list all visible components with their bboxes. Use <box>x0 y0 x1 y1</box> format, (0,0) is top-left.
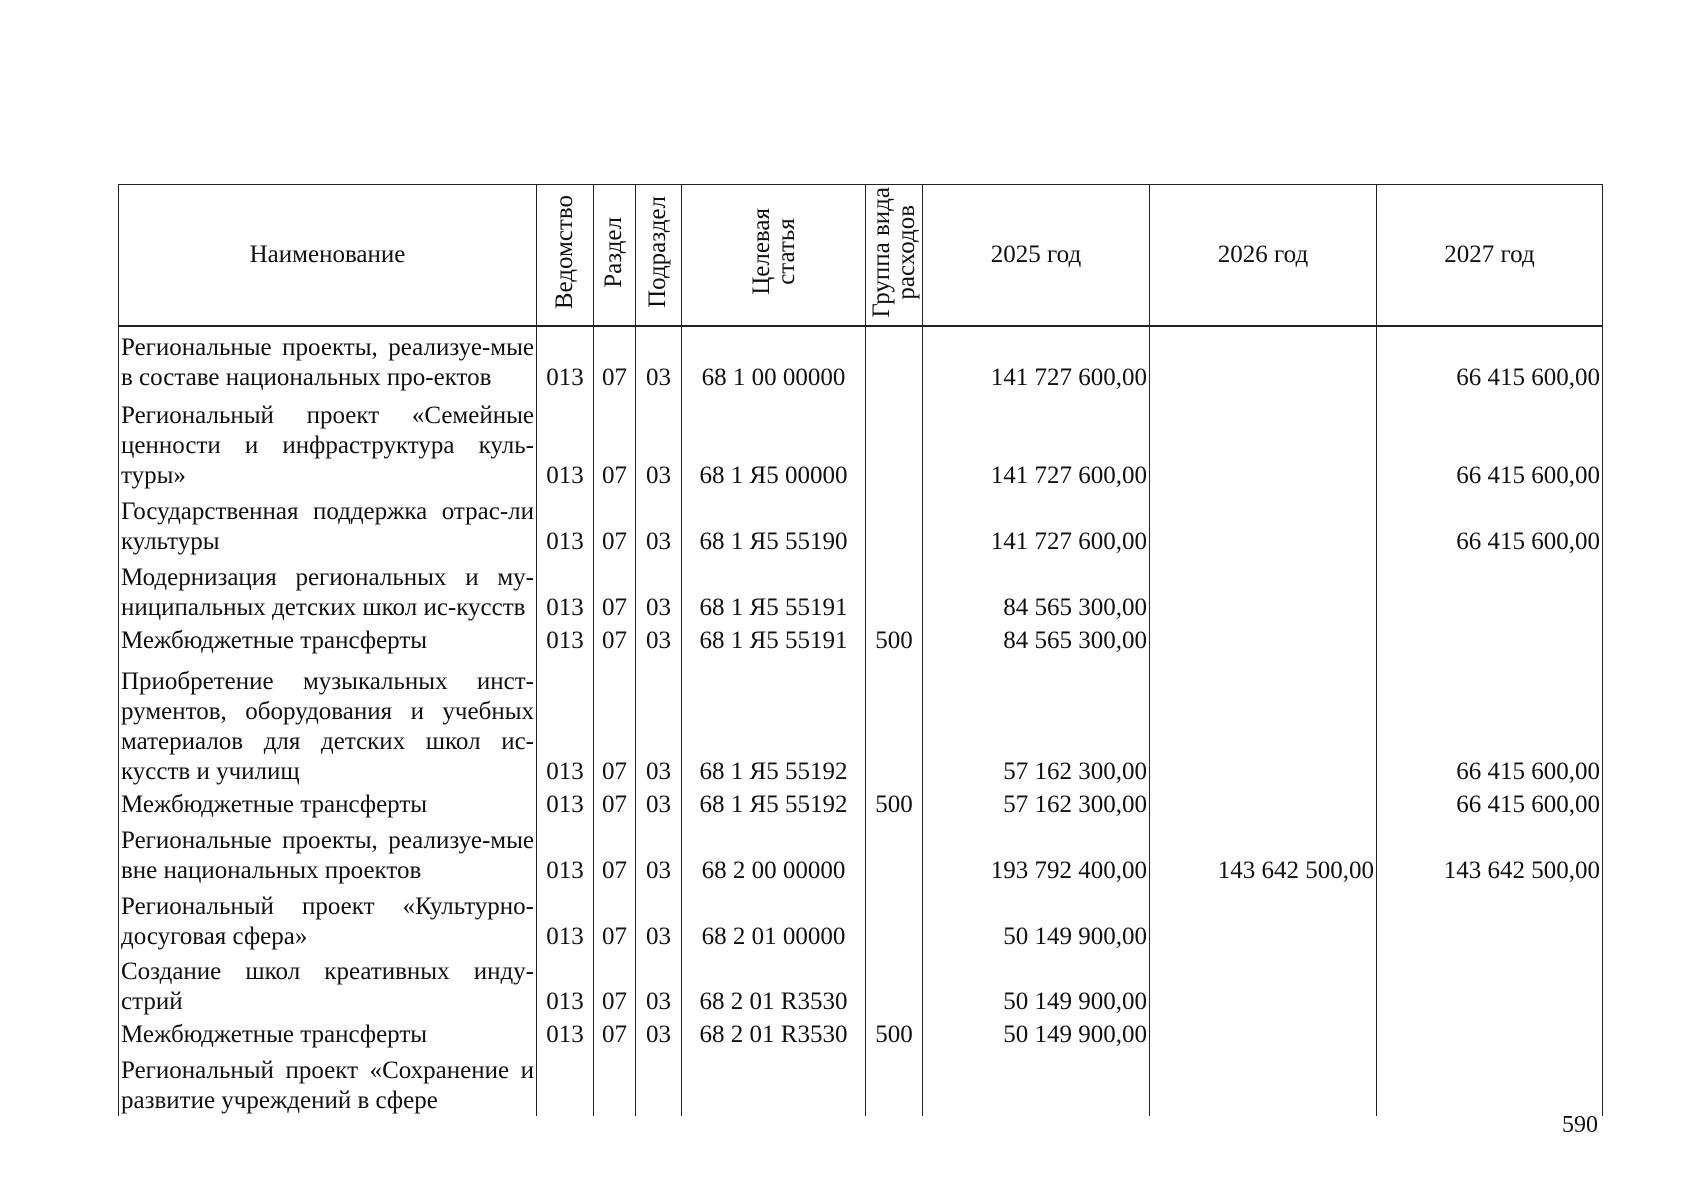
cell-podrazdel: 03 <box>636 326 682 393</box>
header-podrazdel: Подраздел <box>636 185 682 327</box>
cell-gruppa: 500 <box>866 1017 923 1050</box>
cell-celevaya: 68 2 01 R3530 <box>682 952 866 1018</box>
budget-table <box>118 184 1603 1116</box>
cell-y2025: 50 149 900,00 <box>923 952 1150 1018</box>
cell-y2025: 193 792 400,00 <box>923 820 1150 886</box>
cell-name: Региональный проект «Семейные ценности и инфраструктура куль-туры» <box>119 393 537 492</box>
cell-razdel: 07 <box>594 557 636 623</box>
cell-celevaya: 68 2 00 00000 <box>682 820 866 886</box>
cell-y2027 <box>1377 623 1603 656</box>
cell-y2026 <box>1150 491 1377 557</box>
cell-gruppa <box>866 557 923 623</box>
cell-name: Создание школ креативных инду-стрий <box>119 952 537 1018</box>
cell-razdel: 07 <box>594 326 636 393</box>
cell-name: Региональные проекты, реализуе-мые вне национальных проектов <box>119 820 537 886</box>
cell-razdel: 07 <box>594 393 636 492</box>
cell-podrazdel: 03 <box>636 623 682 656</box>
header-celevaya: Целевая статья <box>682 185 866 327</box>
cell-y2027 <box>1377 1050 1603 1116</box>
cell-podrazdel: 03 <box>636 393 682 492</box>
cell-razdel: 07 <box>594 1017 636 1050</box>
cell-y2027: 66 415 600,00 <box>1377 491 1603 557</box>
cell-y2026 <box>1150 656 1377 787</box>
cell-podrazdel: 03 <box>636 820 682 886</box>
cell-y2026 <box>1150 326 1377 393</box>
table-row <box>119 557 1603 623</box>
cell-razdel: 07 <box>594 656 636 787</box>
cell-celevaya: 68 1 00 00000 <box>682 326 866 393</box>
cell-razdel: 07 <box>594 623 636 656</box>
cell-celevaya: 68 1 Я5 55192 <box>682 656 866 787</box>
cell-podrazdel: 03 <box>636 886 682 952</box>
cell-razdel: 07 <box>594 952 636 1018</box>
cell-gruppa: 500 <box>866 623 923 656</box>
table-body <box>119 326 1603 1116</box>
header-razdel: Раздел <box>594 185 636 327</box>
cell-y2026 <box>1150 1050 1377 1116</box>
header-name: Наименование <box>119 185 537 327</box>
page-number: 590 <box>1562 1112 1598 1138</box>
cell-ved: 013 <box>537 393 594 492</box>
cell-name: Региональный проект «Культурно-досуговая сфера» <box>119 886 537 952</box>
cell-y2027: 66 415 600,00 <box>1377 326 1603 393</box>
cell-gruppa <box>866 393 923 492</box>
cell-ved: 013 <box>537 491 594 557</box>
cell-celevaya: 68 2 01 R3530 <box>682 1017 866 1050</box>
cell-y2026 <box>1150 952 1377 1018</box>
cell-gruppa <box>866 1050 923 1116</box>
table-row <box>119 787 1603 820</box>
cell-y2025: 84 565 300,00 <box>923 623 1150 656</box>
header-gruppa: Группа вида расходов <box>866 185 923 327</box>
cell-name: Региональный проект «Сохранение и развитие учреждений в сфере <box>119 1050 537 1116</box>
cell-celevaya: 68 1 Я5 55191 <box>682 623 866 656</box>
header-2026: 2026 год <box>1150 185 1377 327</box>
cell-razdel: 07 <box>594 491 636 557</box>
cell-podrazdel <box>636 1050 682 1116</box>
cell-razdel <box>594 1050 636 1116</box>
cell-y2025: 84 565 300,00 <box>923 557 1150 623</box>
cell-razdel: 07 <box>594 886 636 952</box>
cell-y2026 <box>1150 623 1377 656</box>
cell-gruppa <box>866 886 923 952</box>
cell-razdel: 07 <box>594 787 636 820</box>
table-header <box>119 185 1603 327</box>
cell-y2025: 141 727 600,00 <box>923 326 1150 393</box>
cell-name: Межбюджетные трансферты <box>119 787 537 820</box>
cell-y2027 <box>1377 1017 1603 1050</box>
cell-y2027 <box>1377 952 1603 1018</box>
cell-gruppa <box>866 656 923 787</box>
cell-ved: 013 <box>537 820 594 886</box>
cell-podrazdel: 03 <box>636 787 682 820</box>
cell-ved: 013 <box>537 557 594 623</box>
cell-name: Модернизация региональных и му-ниципальных детских школ ис-кусств <box>119 557 537 623</box>
cell-y2025: 57 162 300,00 <box>923 656 1150 787</box>
cell-podrazdel: 03 <box>636 1017 682 1050</box>
cell-y2027 <box>1377 557 1603 623</box>
cell-y2026 <box>1150 557 1377 623</box>
table-row <box>119 886 1603 952</box>
cell-gruppa <box>866 326 923 393</box>
cell-name: Межбюджетные трансферты <box>119 1017 537 1050</box>
table-row <box>119 326 1603 393</box>
cell-y2027: 66 415 600,00 <box>1377 787 1603 820</box>
cell-ved: 013 <box>537 656 594 787</box>
cell-ved: 013 <box>537 1017 594 1050</box>
cell-y2027: 66 415 600,00 <box>1377 656 1603 787</box>
cell-y2027: 143 642 500,00 <box>1377 820 1603 886</box>
cell-podrazdel: 03 <box>636 656 682 787</box>
cell-y2026 <box>1150 787 1377 820</box>
header-ved: Ведомство <box>537 185 594 327</box>
cell-name: Межбюджетные трансферты <box>119 623 537 656</box>
cell-ved <box>537 1050 594 1116</box>
cell-y2026 <box>1150 886 1377 952</box>
cell-y2027 <box>1377 886 1603 952</box>
cell-y2025 <box>923 1050 1150 1116</box>
cell-razdel: 07 <box>594 820 636 886</box>
cell-y2025: 50 149 900,00 <box>923 1017 1150 1050</box>
table-row <box>119 1017 1603 1050</box>
cell-ved: 013 <box>537 886 594 952</box>
cell-celevaya: 68 1 Я5 55190 <box>682 491 866 557</box>
cell-celevaya: 68 1 Я5 55191 <box>682 557 866 623</box>
table-row <box>119 623 1603 656</box>
cell-celevaya: 68 1 Я5 55192 <box>682 787 866 820</box>
cell-y2026 <box>1150 393 1377 492</box>
cell-y2026 <box>1150 1017 1377 1050</box>
cell-ved: 013 <box>537 326 594 393</box>
header-2025: 2025 год <box>923 185 1150 327</box>
cell-ved: 013 <box>537 952 594 1018</box>
cell-y2025: 141 727 600,00 <box>923 393 1150 492</box>
table-row <box>119 393 1603 492</box>
table-row <box>119 491 1603 557</box>
cell-y2025: 50 149 900,00 <box>923 886 1150 952</box>
table-row <box>119 1050 1603 1116</box>
cell-y2025: 57 162 300,00 <box>923 787 1150 820</box>
cell-podrazdel: 03 <box>636 491 682 557</box>
cell-name: Государственная поддержка отрас-ли культуры <box>119 491 537 557</box>
cell-gruppa <box>866 820 923 886</box>
cell-celevaya: 68 1 Я5 00000 <box>682 393 866 492</box>
cell-podrazdel: 03 <box>636 557 682 623</box>
cell-ved: 013 <box>537 787 594 820</box>
cell-gruppa: 500 <box>866 787 923 820</box>
cell-celevaya <box>682 1050 866 1116</box>
cell-name: Приобретение музыкальных инст-рументов, оборудования и учебных материалов для детских школ ис-кусств и училищ <box>119 656 537 787</box>
cell-name: Региональные проекты, реализуе-мые в составе национальных про-ектов <box>119 326 537 393</box>
cell-celevaya: 68 2 01 00000 <box>682 886 866 952</box>
cell-y2027: 66 415 600,00 <box>1377 393 1603 492</box>
table-row <box>119 656 1603 787</box>
table-row <box>119 952 1603 1018</box>
table-row <box>119 820 1603 886</box>
cell-podrazdel: 03 <box>636 952 682 1018</box>
cell-y2026: 143 642 500,00 <box>1150 820 1377 886</box>
cell-y2025: 141 727 600,00 <box>923 491 1150 557</box>
cell-ved: 013 <box>537 623 594 656</box>
header-2027: 2027 год <box>1377 185 1603 327</box>
cell-gruppa <box>866 952 923 1018</box>
cell-gruppa <box>866 491 923 557</box>
